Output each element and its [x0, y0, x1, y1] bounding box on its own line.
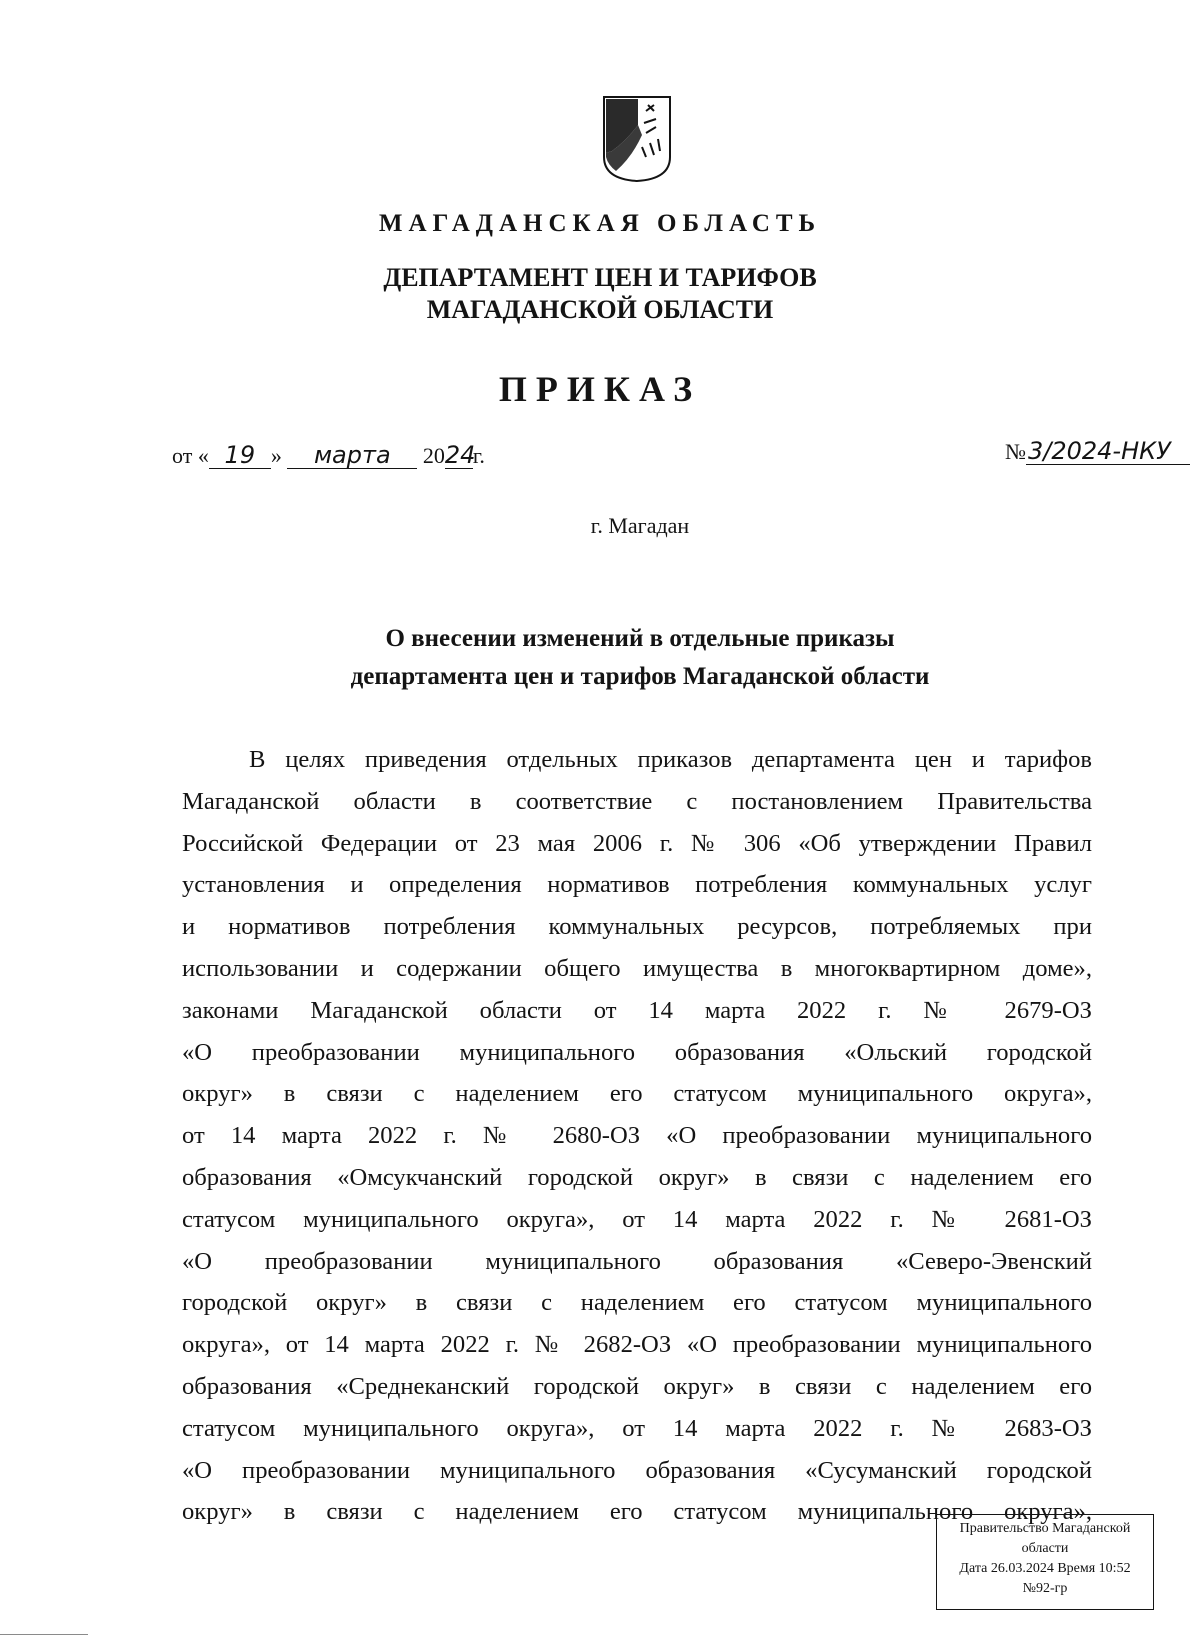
registration-stamp — [936, 1514, 1154, 1610]
department-heading — [0, 262, 1200, 326]
body-line: округ» в связи с наделением его статусом муниципального округа», — [182, 1080, 1092, 1108]
body-line: округ» в связи с наделением его статусом муниципального округа», — [182, 1498, 1092, 1526]
order-number: 3/2024-НКУ — [1026, 438, 1190, 465]
date-day-close: » — [270, 443, 282, 468]
subject-line-2: департамента цен и тарифов Магаданской области — [350, 663, 930, 690]
body-text — [182, 739, 1092, 1533]
body-line: образования «Среднеканский городской округ» в связи с наделением его — [182, 1372, 1092, 1400]
department-line-1: ДЕПАРТАМЕНТ ЦЕН И ТАРИФОВ — [383, 263, 817, 292]
date-month: марта — [287, 442, 417, 469]
stamp-line-2: области — [1021, 1541, 1069, 1556]
body-line: статусом муниципального округа», от 14 марта 2022 г. № 2681-ОЗ — [182, 1205, 1092, 1233]
order-subject — [0, 620, 1200, 696]
number-sign: № — [1005, 439, 1026, 464]
city-line: г. Магадан — [590, 513, 690, 538]
body-line: «О преобразовании муниципального образования «Сусуманский городской — [182, 1456, 1092, 1484]
coat-of-arms-emblem — [602, 95, 672, 183]
date-suffix: г. — [472, 443, 485, 468]
body-line: Магаданской области в соответствие с постановлением Правительства — [182, 787, 1092, 815]
footer-divider — [0, 1634, 88, 1635]
body-line: законами Магаданской области от 14 марта 2022 г. № 2679-ОЗ — [182, 996, 1092, 1024]
order-date-line — [172, 442, 485, 469]
date-year: 24 — [444, 441, 476, 469]
body-line: «О преобразовании муниципального образования «Ольский городской — [182, 1038, 1092, 1066]
body-line: от 14 марта 2022 г. № 2680-ОЗ «О преобразовании муниципального — [182, 1122, 1092, 1150]
body-line: округа», от 14 марта 2022 г. № 2682-ОЗ «О преобразовании муниципального — [182, 1331, 1092, 1359]
body-line: статусом муниципального округа», от 14 марта 2022 г. № 2683-ОЗ — [182, 1414, 1092, 1442]
date-prefix: от « — [172, 443, 209, 468]
order-number-line — [1005, 438, 1190, 465]
body-line: использовании и содержании общего имущества в многоквартирном доме», — [182, 954, 1092, 982]
body-line: установления и определения нормативов потребления коммунальных услуг — [182, 871, 1092, 899]
body-line: городской округ» в связи с наделением его статусом муниципального — [182, 1289, 1092, 1317]
body-line: «О преобразовании муниципального образования «Северо-Эвенский — [182, 1247, 1092, 1275]
date-day: 19 — [209, 442, 271, 469]
region-heading: МАГАДАНСКАЯ ОБЛАСТЬ — [378, 210, 822, 237]
body-line: образования «Омсукчанский городской округ» в связи с наделением его — [182, 1163, 1092, 1191]
subject-line-1: О внесении изменений в отдельные приказы — [385, 625, 895, 652]
stamp-line-1: Правительство Магаданской — [959, 1521, 1131, 1536]
date-century: 20 — [422, 443, 445, 468]
stamp-line-3: Дата 26.03.2024 Время 10:52 — [959, 1561, 1131, 1576]
body-line: и нормативов потребления коммунальных ресурсов, потребляемых при — [182, 913, 1092, 941]
document-type-heading: ПРИКАЗ — [498, 369, 702, 409]
department-line-2: МАГАДАНСКОЙ ОБЛАСТИ — [426, 295, 774, 324]
stamp-line-4: №92-гр — [1022, 1581, 1068, 1596]
body-line: Российской Федерации от 23 мая 2006 г. № 306 «Об утверждении Правил — [182, 829, 1092, 857]
body-line: В целях приведения отдельных приказов департамента цен и тарифов — [249, 746, 1092, 773]
